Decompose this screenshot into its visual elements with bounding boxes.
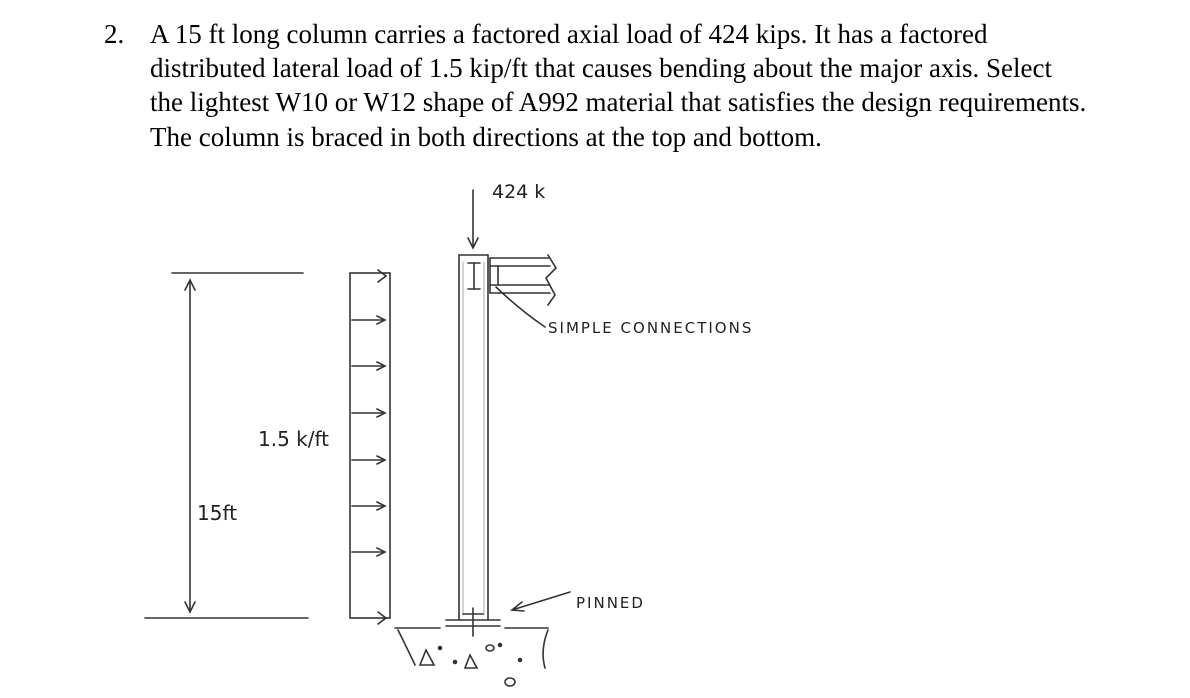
simple-connections-label: SIMPLE CONNECTIONS: [548, 319, 754, 337]
section-symbol: [468, 263, 480, 289]
axial-load-label: 424 k: [492, 181, 546, 203]
distributed-load-label: 1.5 k/ft: [258, 427, 330, 451]
length-label: 15ft: [197, 501, 237, 525]
problem-line-4: The column is braced in both directions at the top and bottom.: [150, 122, 822, 152]
axial-load-arrow: [468, 190, 478, 248]
column-member: [459, 255, 488, 620]
problem-statement: [0, 0, 1190, 170]
column-sketch: [0, 170, 1190, 698]
top-beam: [490, 255, 556, 305]
pinned-label: PINNED: [576, 594, 645, 612]
problem-line-3: the lightest W10 or W12 shape of A992 material that satisfies the design requirements.: [150, 87, 1087, 117]
problem-line-2: distributed lateral load of 1.5 kip/ft that causes bending about the major axis. Select: [150, 53, 1053, 83]
problem-line-1: A 15 ft long column carries a factored axial load of 424 kips. It has a factored: [150, 19, 988, 49]
distributed-load: [350, 270, 390, 624]
column-base: [395, 608, 548, 686]
problem-number: 2.: [104, 19, 125, 49]
pinned-leader: [512, 592, 570, 611]
